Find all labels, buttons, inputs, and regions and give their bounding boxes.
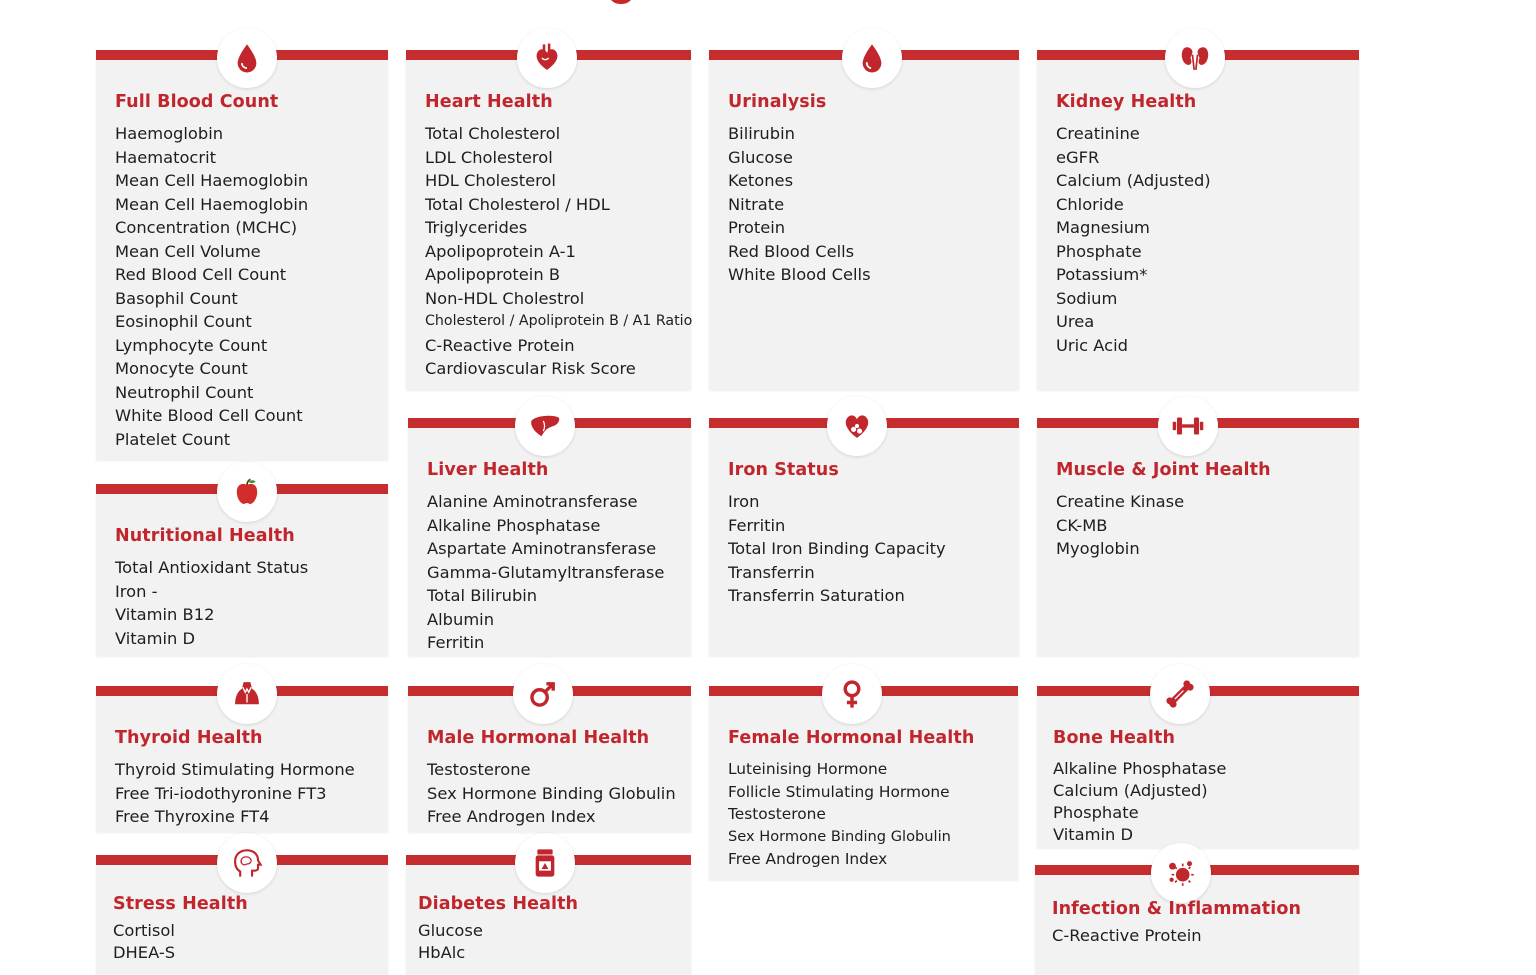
list-item: Creatinine xyxy=(1056,124,1140,143)
list-item: Red Blood Cells xyxy=(728,241,855,261)
list-item: C-Reactive Protein xyxy=(1052,926,1202,945)
list-item: Mean Cell Haemoglobin xyxy=(115,171,309,190)
card-title: Heart Health xyxy=(425,92,553,112)
card-list xyxy=(728,758,951,871)
list-item: Haemoglobin xyxy=(115,124,224,143)
male-symbol-icon xyxy=(513,664,573,724)
list-item: Concentration (MCHC) xyxy=(115,218,298,237)
list-item: Gamma-Glutamyltransferase xyxy=(427,562,665,582)
list-item: Triglycerides xyxy=(425,218,528,237)
list-item: Free Tri-iodothyronine FT3 xyxy=(115,783,327,803)
card-title: Iron Status xyxy=(728,460,839,480)
list-item: Bilirubin xyxy=(728,124,795,143)
list-item: White Blood Cell Count xyxy=(115,406,303,425)
list-item: White Blood Cells xyxy=(728,265,871,284)
list-item: Apolipoprotein A-1 xyxy=(425,241,576,261)
card-list xyxy=(427,490,664,655)
list-item: Thyroid Stimulating Hormone xyxy=(115,760,355,779)
list-item: Urea xyxy=(1056,312,1095,331)
card-title: Female Hormonal Health xyxy=(728,728,975,748)
list-item: Non-HDL Cholestrol xyxy=(425,288,585,308)
list-item: Basophil Count xyxy=(115,288,238,308)
list-item: DHEA-S xyxy=(113,943,176,962)
card-thyroid-health xyxy=(96,686,388,832)
list-item: Transferrin xyxy=(728,562,815,582)
list-item: LDL Cholesterol xyxy=(425,147,553,167)
list-item: Alkaline Phosphatase xyxy=(1053,759,1227,778)
apple-icon xyxy=(217,462,277,522)
card-male-hormonal-health xyxy=(408,686,691,832)
card-title: Full Blood Count xyxy=(115,92,279,112)
card-list xyxy=(418,920,483,964)
list-item: Ketones xyxy=(728,171,794,190)
list-item: Free Androgen Index xyxy=(728,850,888,868)
card-list xyxy=(1056,122,1211,357)
list-item: Cortisol xyxy=(113,921,175,940)
top-decor xyxy=(608,0,634,4)
list-item: Vitamin D xyxy=(115,628,196,648)
list-item: Nitrate xyxy=(728,194,785,214)
card-title: Bone Health xyxy=(1053,728,1176,748)
card-title: Male Hormonal Health xyxy=(427,728,650,748)
list-item: Protein xyxy=(728,218,786,237)
list-item: Magnesium xyxy=(1056,218,1150,237)
list-item: Luteinising Hormone xyxy=(728,760,888,778)
list-item: Platelet Count xyxy=(115,429,231,449)
list-item: Monocyte Count xyxy=(115,359,248,378)
card-diabetes-health xyxy=(406,855,691,975)
list-item: Cardiovascular Risk Score xyxy=(425,359,636,378)
card-title: Muscle & Joint Health xyxy=(1056,460,1271,480)
list-item: Phosphate xyxy=(1056,241,1142,261)
card-title: Diabetes Health xyxy=(418,894,579,914)
list-item: Glucose xyxy=(418,921,483,940)
heart-organ-icon xyxy=(517,28,577,88)
list-item: Creatine Kinase xyxy=(1056,492,1185,511)
list-item: Eosinophil Count xyxy=(115,312,252,331)
list-item: Uric Acid xyxy=(1056,335,1128,355)
card-list xyxy=(1053,758,1226,846)
virus-icon xyxy=(1151,843,1211,903)
list-item: Total Cholesterol xyxy=(425,124,561,143)
card-kidney-health xyxy=(1037,50,1359,390)
card-title: Stress Health xyxy=(113,894,248,914)
card-list xyxy=(115,556,308,650)
list-item: Apolipoprotein B xyxy=(425,265,560,284)
blood-drop-icon xyxy=(217,28,277,88)
list-item: Follicle Stimulating Hormone xyxy=(728,782,950,801)
list-item: eGFR xyxy=(1056,147,1100,167)
list-item: Alanine Aminotransferase xyxy=(427,492,638,511)
list-item: Phosphate xyxy=(1053,803,1139,822)
list-item: Mean Cell Haemoglobin xyxy=(115,194,309,214)
list-item: Aspartate Aminotransferase xyxy=(427,539,657,558)
list-item: Myoglobin xyxy=(1056,539,1140,558)
list-item: Ferritin xyxy=(728,515,786,535)
bone-icon xyxy=(1150,664,1210,724)
list-item: Alkaline Phosphatase xyxy=(427,515,601,535)
female-symbol-icon xyxy=(822,664,882,724)
card-title: Infection & Inflammation xyxy=(1052,899,1302,919)
card-bone-health xyxy=(1037,686,1359,848)
card-urinalysis xyxy=(709,50,1019,390)
card-list xyxy=(1052,924,1202,948)
list-item: Neutrophil Count xyxy=(115,382,254,402)
list-item: Testosterone xyxy=(427,760,531,779)
card-list xyxy=(115,758,355,829)
card-title: Thyroid Health xyxy=(115,728,263,748)
list-item: Iron xyxy=(728,492,760,511)
card-heart-health xyxy=(406,50,691,390)
list-item: Mean Cell Volume xyxy=(115,241,261,261)
list-item: Vitamin B12 xyxy=(115,605,215,624)
head-brain-icon xyxy=(217,833,277,893)
list-item: Lymphocyte Count xyxy=(115,335,268,355)
thyroid-icon xyxy=(217,664,277,724)
drop-icon xyxy=(842,28,902,88)
list-item: Haematocrit xyxy=(115,147,216,167)
dumbbell-icon xyxy=(1158,396,1218,456)
list-item: Sex Hormone Binding Globulin xyxy=(427,783,676,803)
list-item: HbAlc xyxy=(418,943,466,962)
list-item: Total Antioxidant Status xyxy=(115,558,309,577)
list-item: Free Androgen Index xyxy=(427,807,596,826)
list-item: C-Reactive Protein xyxy=(425,335,575,355)
list-item: Chloride xyxy=(1056,194,1124,214)
list-item: Glucose xyxy=(728,147,793,167)
list-item: Sodium xyxy=(1056,288,1118,308)
list-item: Total Cholesterol / HDL xyxy=(425,194,610,214)
list-item: Potassium* xyxy=(1056,265,1148,284)
card-title: Liver Health xyxy=(427,460,549,480)
list-item: Iron - xyxy=(115,581,158,601)
card-liver-health xyxy=(408,418,691,656)
list-item: Testosterone xyxy=(728,805,826,823)
card-nutritional-health xyxy=(96,484,388,656)
list-item: Transferrin Saturation xyxy=(728,586,905,605)
list-item: Calcium (Adjusted) xyxy=(1053,781,1208,800)
list-item: Vitamin D xyxy=(1053,825,1134,844)
card-list xyxy=(113,920,175,964)
card-title: Urinalysis xyxy=(728,92,827,112)
card-list xyxy=(425,122,692,381)
liver-icon xyxy=(515,396,575,456)
jar-icon xyxy=(515,833,575,893)
card-title: Nutritional Health xyxy=(115,526,295,546)
card-muscle-joint-health xyxy=(1037,418,1359,656)
list-item: Free Thyroxine FT4 xyxy=(115,807,270,826)
list-item: CK-MB xyxy=(1056,515,1108,535)
list-item: HDL Cholesterol xyxy=(425,171,556,190)
list-item: Cholesterol / Apoliprotein B / A1 Ratio xyxy=(425,313,693,329)
card-female-hormonal-health xyxy=(709,686,1018,880)
card-list xyxy=(427,758,676,829)
card-full-blood-count xyxy=(96,50,388,460)
list-item: Total Bilirubin xyxy=(427,586,538,605)
list-item: Calcium (Adjusted) xyxy=(1056,171,1211,190)
card-stress-health xyxy=(96,855,388,975)
list-item: Sex Hormone Binding Globulin xyxy=(728,827,951,845)
card-list xyxy=(1056,490,1184,561)
card-list xyxy=(115,122,308,451)
card-iron-status xyxy=(709,418,1019,656)
list-item: Albumin xyxy=(427,609,495,629)
list-item: Ferritin xyxy=(427,633,485,652)
iron-heart-icon xyxy=(827,396,887,456)
list-item: Red Blood Cell Count xyxy=(115,265,287,284)
card-list xyxy=(728,122,871,287)
card-title: Kidney Health xyxy=(1056,92,1197,112)
list-item: Total Iron Binding Capacity xyxy=(728,539,946,558)
kidney-icon xyxy=(1165,28,1225,88)
card-infection-inflammation xyxy=(1035,865,1359,975)
card-list xyxy=(728,490,946,608)
